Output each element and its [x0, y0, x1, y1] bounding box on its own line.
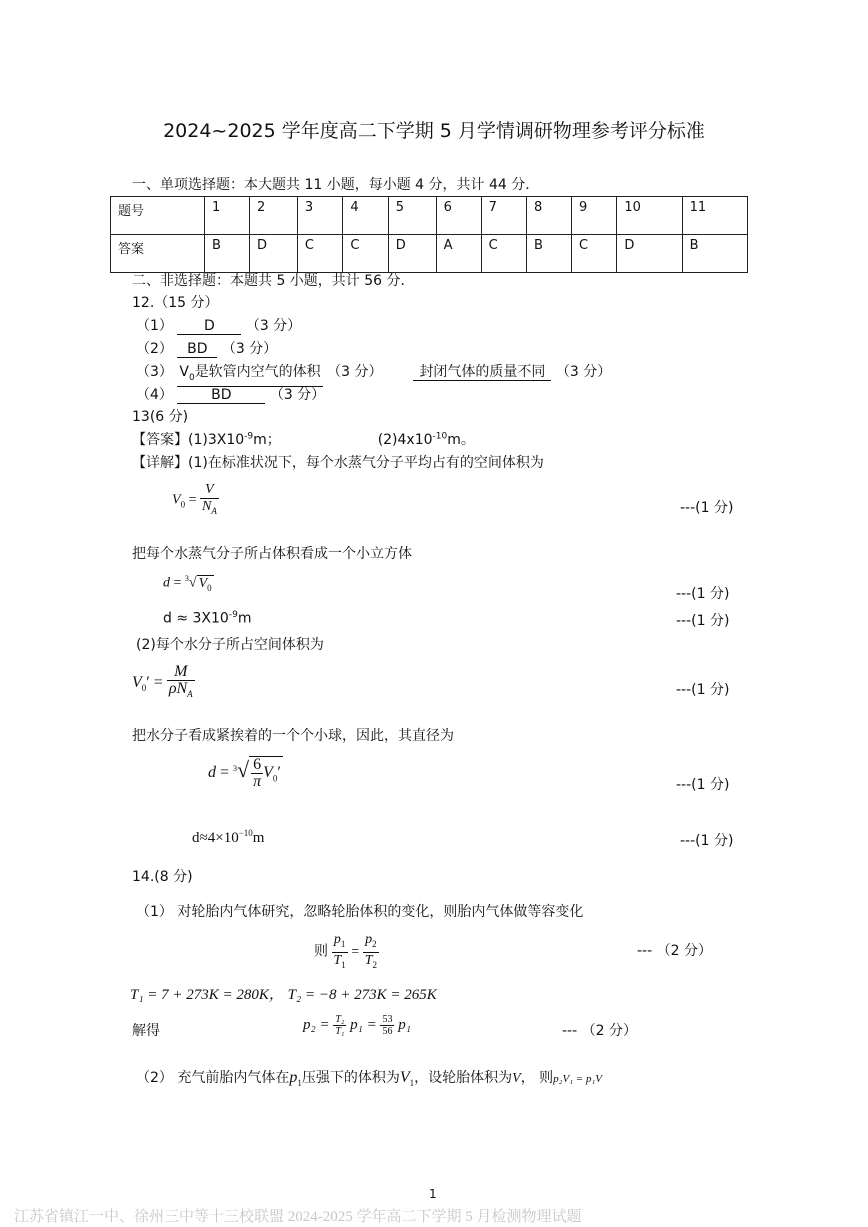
q14-text1: （1） 对轮胎内气体研究，忽略轮胎体积的变化，则胎内气体做等容变化	[136, 904, 584, 920]
score-mark: --- （2 分）	[562, 1023, 637, 1039]
q12-l2-num: （2）	[136, 341, 173, 357]
table-cell: 3	[297, 197, 342, 235]
table-cell: C	[571, 235, 616, 273]
q14-label: 14.(8 分)	[132, 869, 193, 885]
table-cell: 2	[250, 197, 298, 235]
q13-eq3: $d \approx 3X10^{-9}m$	[163, 610, 252, 627]
table-cell: C	[343, 235, 388, 273]
footer-watermark: 江苏省镇江一中、徐州三中等十三校联盟 2024-2025 学年高二下学期 5 月检测物理试题	[14, 1209, 582, 1225]
q12-label: 12.（15 分）	[132, 295, 219, 311]
table-cell: D	[388, 235, 436, 273]
q12-l3-score1: （3 分）	[327, 364, 383, 380]
q12-l3-answer2: 封闭气体的质量不同	[413, 364, 551, 381]
score-mark: --- （2 分）	[637, 943, 712, 959]
q12-line1	[136, 315, 301, 335]
answer-tag: 【答案】	[132, 432, 188, 448]
q14-text2: （2） 充气前胎内气体在$p_1$压强下的体积为$V_1$，设轮胎体积为V， 则p₂V₁ = p₁V	[136, 1069, 602, 1088]
table-cell: 4	[343, 197, 388, 235]
table-cell: 6	[436, 197, 481, 235]
table-cell: C	[297, 235, 342, 273]
q12-l1-num: （1）	[136, 318, 173, 334]
q13-eq4: $V_0'$ = $\frac{M}{\rho N_A}$	[132, 663, 193, 700]
table-cell: 10	[617, 197, 682, 235]
q13-eq2: d = $^3$√ $V_0$	[163, 574, 212, 593]
exponent: -9	[244, 431, 254, 442]
q14-solve-label: 解得	[132, 1023, 160, 1039]
score-mark: ---(1 分)	[680, 833, 734, 849]
q13-text2: 把每个水蒸气分子所占体积看成一个小立方体	[132, 546, 412, 562]
part2-heading: 二、非选择题：本题共 5 小题，共计 56 分．	[132, 273, 415, 289]
q12-l2-answer: BD	[177, 341, 217, 358]
table-cell: A	[436, 235, 481, 273]
q13-detail1: (1)在标准状况下，每个水蒸气分子平均占有的空间体积为	[188, 455, 544, 471]
table-header-cell: 答案	[111, 235, 205, 273]
exponent: -10	[432, 431, 448, 442]
q12-l4-answer: BD	[177, 387, 265, 404]
table-cell: B	[682, 235, 747, 273]
score-mark: ---(1 分)	[676, 613, 730, 629]
q12-l4-num: （4）	[136, 387, 173, 403]
q12-l1-score: （3 分）	[245, 318, 302, 334]
q13-eq5: d = $^3$√ $\frac{6}{\pi}$ $V_0'$	[208, 756, 281, 790]
answer-table	[110, 196, 748, 273]
score-mark: ---(1 分)	[680, 500, 734, 516]
q12-l3-answer1: $V_0$是软管内空气的体积	[177, 364, 322, 387]
table-cell: D	[617, 235, 682, 273]
page-number: 1	[429, 1187, 437, 1201]
q14-eq2: p₂ = $\frac{\text{T₂}}{\text{T₁}}$ p₁ = $\frac{53}{56}$ p₁	[303, 1014, 411, 1037]
q13-answer-line	[132, 429, 475, 449]
q12-line4	[136, 384, 325, 404]
q12-l4-score: （3 分）	[269, 387, 326, 403]
q13-text4: 把水分子看成紧挨着的一个个小球，因此，其直径为	[132, 728, 454, 744]
table-cell: 1	[205, 197, 250, 235]
score-mark: ---(1 分)	[676, 777, 730, 793]
unit: m。	[447, 432, 475, 448]
table-cell: 5	[388, 197, 436, 235]
unit: m；	[253, 432, 281, 448]
table-row-numbers	[111, 197, 748, 235]
q12-l1-answer: D	[177, 318, 241, 335]
q12-l3-num: （3）	[136, 364, 173, 380]
q12-line3	[136, 361, 611, 387]
table-cell: B	[205, 235, 250, 273]
q13-eq1: $V_0$ = $\frac{V}{N_A}$	[172, 482, 217, 516]
q14-eq1: 则 $\frac{p_1}{T_1}$ = $\frac{p_2}{T_2}$	[314, 932, 377, 970]
table-cell: D	[250, 235, 298, 273]
q12-line2	[136, 338, 277, 358]
table-header-cell: 题号	[111, 197, 205, 235]
detail-tag: 【详解】	[132, 455, 188, 471]
table-cell: C	[481, 235, 526, 273]
table-cell: 7	[481, 197, 526, 235]
table-cell: B	[526, 235, 571, 273]
table-cell: 8	[526, 197, 571, 235]
q13-text3: (2)每个水分子所占空间体积为	[136, 637, 324, 653]
q13-detail-line	[132, 452, 544, 472]
q14-temps: T₁ = 7 + 273K = 280K， T₂ = −8 + 273K = 265K	[130, 987, 437, 1003]
q12-l2-score: （3 分）	[221, 341, 278, 357]
q13-answer2: (2)4x10	[377, 432, 433, 448]
table-cell: 11	[682, 197, 747, 235]
q13-label: 13(6 分)	[132, 409, 189, 425]
q12-l3-score2: （3 分）	[555, 364, 612, 380]
score-mark: ---(1 分)	[676, 586, 730, 602]
part1-heading: 一、单项选择题：本大题共 11 小题，每小题 4 分，共计 44 分．	[132, 177, 540, 193]
table-row-answers	[111, 235, 748, 273]
score-mark: ---(1 分)	[676, 682, 730, 698]
q13-eq6: $d\approx 4\times 10^{-10}m$	[192, 828, 265, 846]
page-title: 2024~2025 学年度高二下学期 5 月学情调研物理参考评分标准	[163, 120, 705, 142]
q13-answer1: (1)3X10	[188, 432, 245, 448]
table-cell: 9	[571, 197, 616, 235]
